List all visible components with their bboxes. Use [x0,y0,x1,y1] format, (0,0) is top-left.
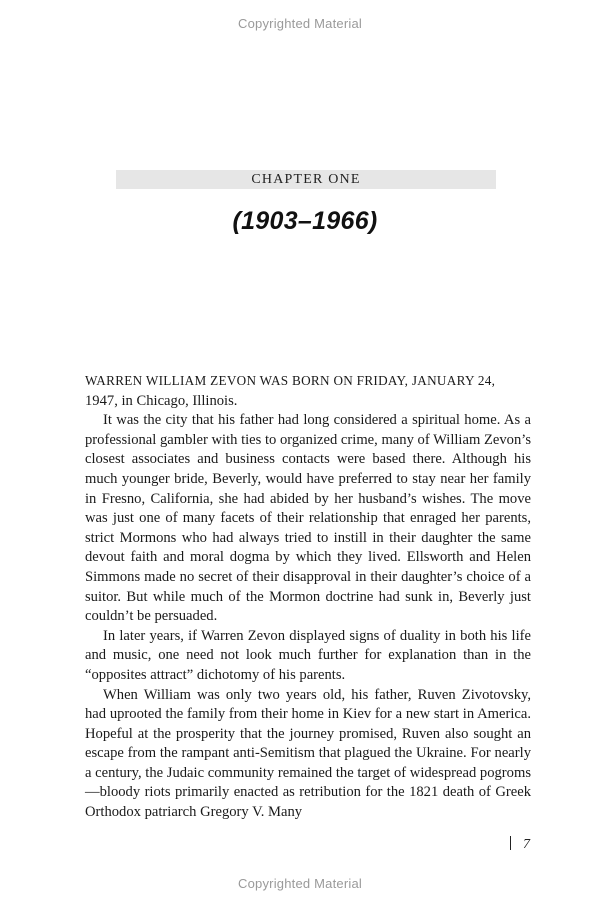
chapter-label: CHAPTER ONE [116,170,496,189]
copyright-watermark-top: Copyrighted Material [238,16,362,31]
body-text [85,371,531,823]
paragraph: In later years, if Warren Zevon displayed signs of duality in both his life and music, one need not look much further for explanation than in the “opposites attract” dichotomy of his parents. [85,627,531,683]
opening-rest: 1947, in Chicago, Illinois. [85,392,238,409]
page-number: 7 [523,837,530,852]
paragraph: It was the city that his father had long considered a spiritual home. As a professional gambler with ties to organized crime, many of William Zevon’s closest associates and business contacts were based there. Although his much younger bride, Beverly, would have preferred to stay near her family in Fresno, California, she had abided by her husband’s wishes. The move was just one of many facets of their relationship that enraged her parents, strict Mormons who had always tried to instill in their daughter the same devout faith and moral dogma by which they lived. Ellsworth and Helen Simmons made no secret of their disapproval in their daughter’s choice of a suitor. But while much of the Mormon doctrine had sunk in, Beverly just couldn’t be persuaded. [85,412,531,625]
opening-paragraph [85,371,531,411]
copyright-watermark-bottom: Copyrighted Material [238,876,362,891]
page-folio [510,836,530,853]
opening-small-caps: WARREN WILLIAM ZEVON WAS BORN ON FRIDAY, JANUARY 24, [85,373,496,388]
paragraph: When William was only two years old, his father, Ruven Zivotovsky, had uprooted the family from their home in Kiev for a new start in America. Hopeful at the prosperity that the journey promised, Ruven also sought an escape from the rampant anti-Semitism that plagued the Ukraine. For nearly a century, the Judaic community remained the target of widespread pogroms—bloody riots primarily enacted as retribution for the 1821 death of Greek Orthodox patriarch Gregory V. Many [85,686,531,821]
chapter-title: (1903–1966) [232,207,378,235]
folio-rule [510,836,511,850]
